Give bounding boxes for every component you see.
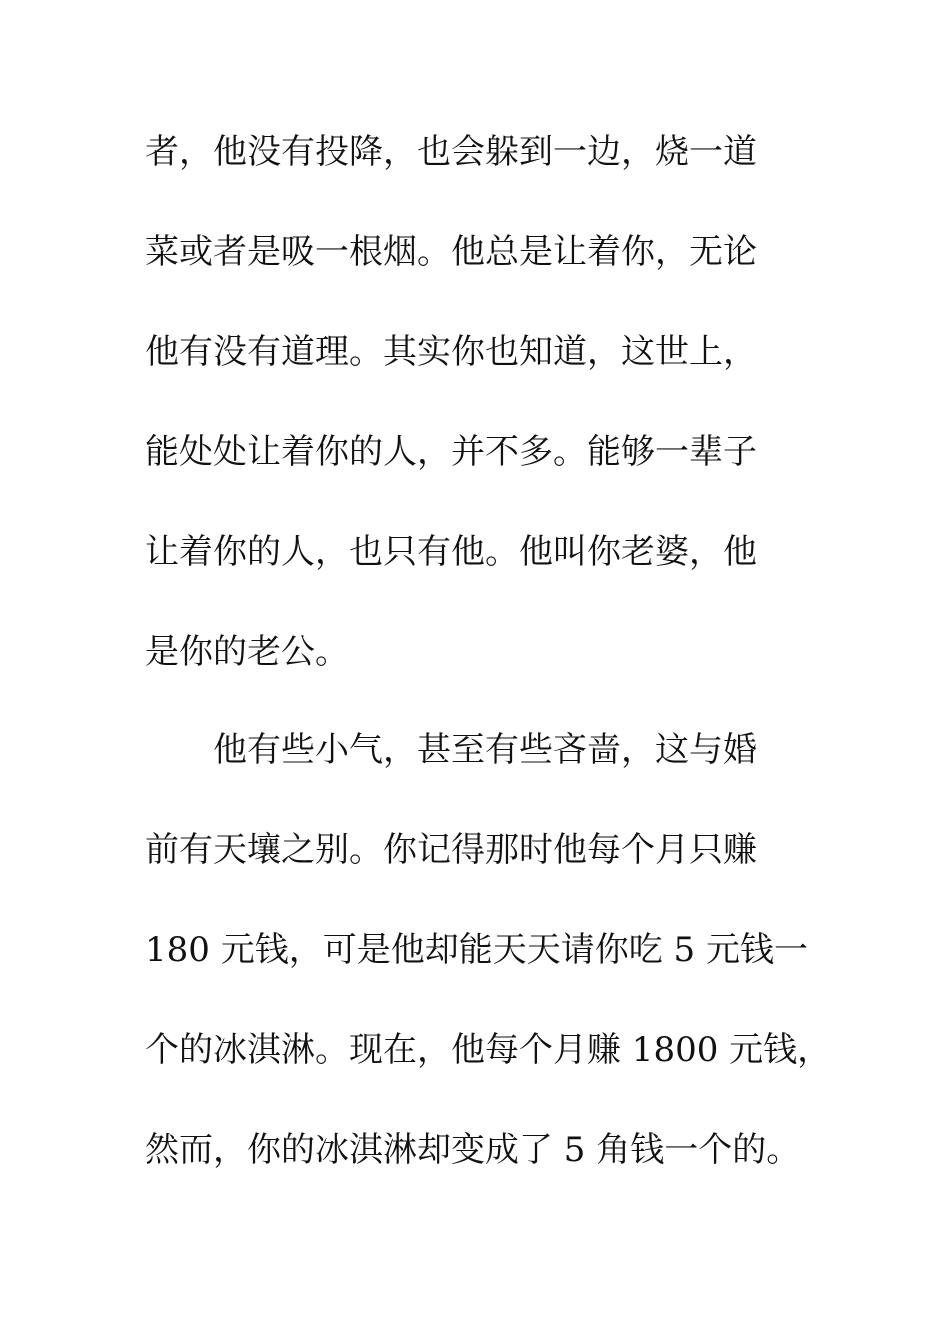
text-line: 他有些小气，甚至有些吝啬，这与婚 <box>145 730 757 770</box>
text-line: 者，他没有投降，也会躲到一边，烧一道 <box>145 132 757 172</box>
text-line: 能处处让着你的人，并不多。能够一辈子 <box>145 432 757 472</box>
text-line: 菜或者是吸一根烟。他总是让着你，无论 <box>145 232 757 272</box>
text-line: 然而，你的冰淇淋却变成了 5 角钱一个的。 <box>145 1130 801 1170</box>
text-line: 是你的老公。 <box>145 632 349 672</box>
text-line: 180 元钱，可是他却能天天请你吃 5 元钱一 <box>145 930 808 970</box>
text-line: 他有没有道理。其实你也知道，这世上， <box>145 332 757 372</box>
text-line: 让着你的人，也只有他。他叫你老婆，他 <box>145 532 757 572</box>
text-line: 前有天壤之别。你记得那时他每个月只赚 <box>145 830 757 870</box>
text-line: 个的冰淇淋。现在，他每个月赚 1800 元钱， <box>145 1030 832 1070</box>
